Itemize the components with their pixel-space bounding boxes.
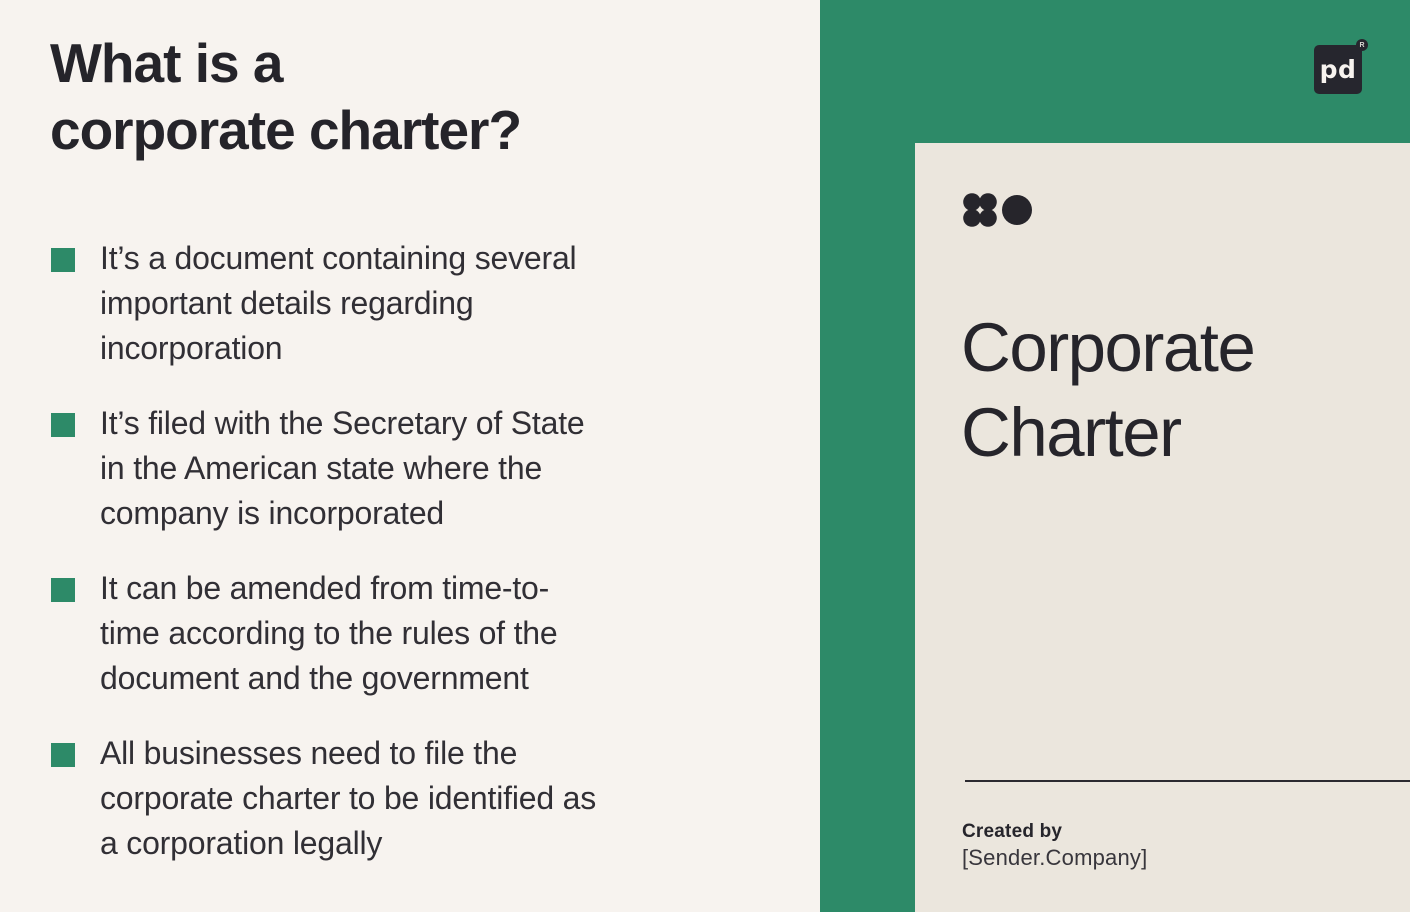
bullet-line: corporate charter to be identified as	[100, 780, 597, 816]
bullet-line: incorporation	[100, 330, 283, 366]
bullet-square-icon	[51, 248, 75, 272]
sender-company-field: [Sender.Company]	[962, 845, 1148, 870]
bullet-square-icon	[51, 578, 75, 602]
bullet-line: important details regarding	[100, 285, 474, 321]
pandadoc-logo-icon	[1314, 41, 1365, 94]
bullet-square-icon	[51, 413, 75, 437]
pandadoc-logo-text: pd	[1319, 55, 1357, 84]
page-title-line-2: corporate charter?	[50, 99, 522, 161]
bullet-line: time according to the rules of the	[100, 615, 558, 651]
bullet-line: in the American state where the	[100, 450, 543, 486]
page-title-line-1: What is a	[50, 32, 283, 94]
green-panel	[820, 0, 1410, 912]
bullet-line: It’s a document containing several	[100, 240, 577, 276]
card-title-line-1: Corporate	[961, 309, 1255, 386]
bullet-line: company is incorporated	[100, 495, 445, 531]
list-item	[51, 731, 791, 866]
bullet-text	[100, 401, 585, 536]
bullet-text	[100, 731, 596, 866]
bullet-text	[100, 236, 576, 371]
bullet-text	[100, 566, 557, 701]
bullet-list	[51, 236, 791, 896]
dot-icon	[1001, 194, 1033, 226]
list-item	[51, 401, 791, 536]
cover-card	[915, 143, 1410, 912]
bullet-line: It’s filed with the Secretary of State	[100, 405, 585, 441]
list-item	[51, 566, 791, 701]
created-by-label: Created by	[962, 821, 1063, 842]
brand-mark	[962, 192, 1033, 228]
bullet-line: It can be amended from time-to-	[100, 570, 550, 606]
bullet-square-icon	[51, 743, 75, 767]
created-by-block	[962, 819, 1147, 871]
clover-icon	[962, 192, 998, 228]
card-title-line-2: Charter	[961, 394, 1181, 471]
divider-line	[965, 780, 1410, 782]
list-item	[51, 236, 791, 371]
bullet-line: document and the government	[100, 660, 529, 696]
card-title	[961, 305, 1254, 475]
bullet-line: All businesses need to file the	[100, 735, 518, 771]
page-title	[50, 30, 521, 164]
bullet-line: a corporation legally	[100, 825, 383, 861]
registered-trademark-icon: R	[1356, 39, 1368, 51]
